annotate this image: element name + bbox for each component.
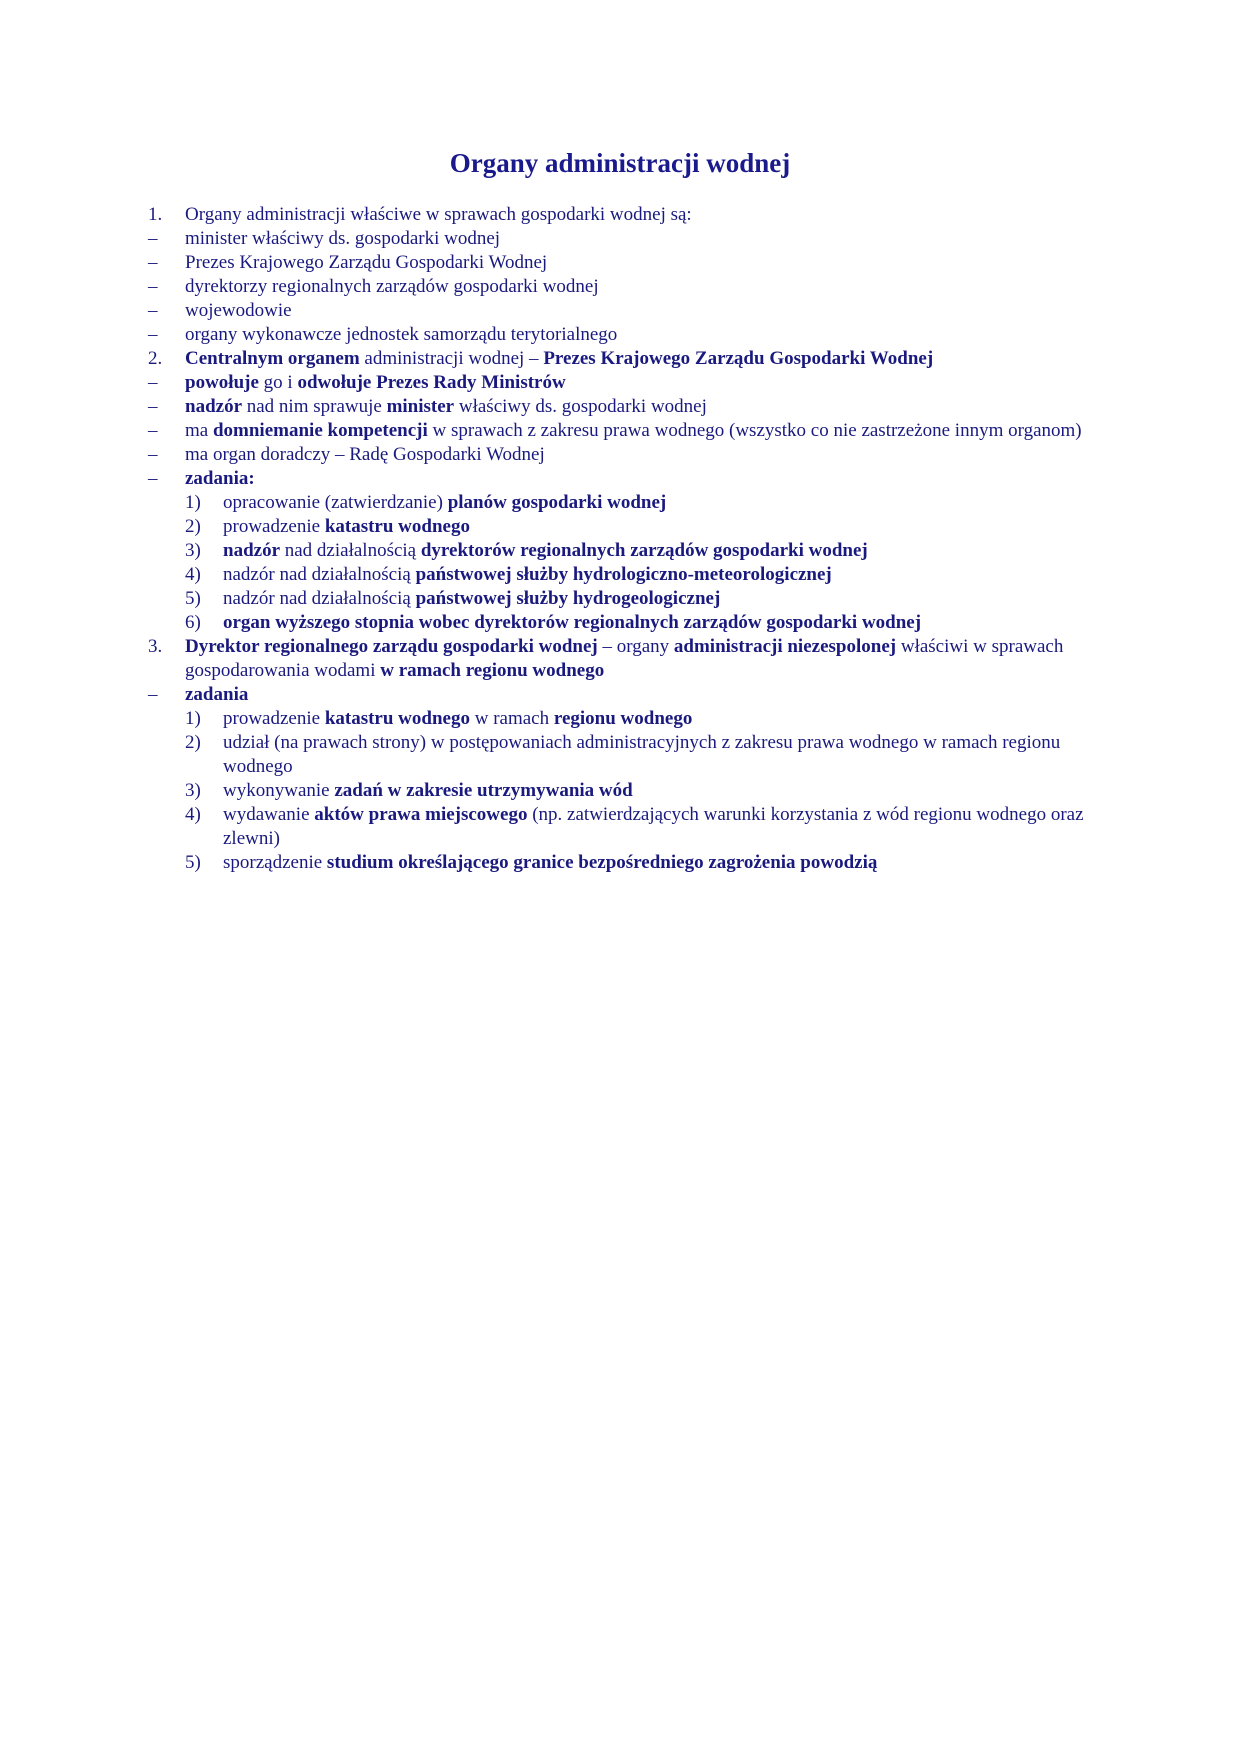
list-marker: 2) (185, 516, 201, 537)
sub-list-item (148, 515, 1093, 539)
list-marker: 6) (185, 612, 201, 633)
item-text: go i (258, 372, 298, 393)
list-marker: – (148, 444, 158, 465)
list-marker: – (148, 228, 158, 249)
bold-text: planów gospodarki wodnej (447, 492, 667, 513)
bold-text: nadzór (223, 540, 280, 561)
list-marker: 2. (148, 348, 163, 369)
bold-text: zadań w zakresie utrzymywania wód (334, 780, 633, 801)
bold-text: państwowej służby hydrogeologicznej (415, 588, 721, 609)
list-marker: 2) (185, 732, 201, 753)
item-text: w ramach (469, 708, 554, 729)
item-text: ma (185, 420, 213, 441)
item-text: nadzór nad działalnością (223, 564, 416, 585)
bold-text: Prezes Krajowego Zarządu Gospodarki Wodnej (543, 348, 934, 369)
list-marker: 1) (185, 708, 201, 729)
bold-text: Centralnym organem (185, 348, 360, 369)
list-item (148, 683, 1093, 707)
bold-text: katastru wodnego (324, 516, 470, 537)
bold-text: regionu wodnego (553, 708, 693, 729)
item-text: minister właściwy ds. gospodarki wodnej (185, 228, 501, 249)
item-text: wojewodowie (185, 300, 292, 321)
list-marker: 4) (185, 564, 201, 585)
bold-text: dyrektorów regionalnych zarządów gospodarki wodnej (420, 540, 868, 561)
list-item (148, 203, 1093, 227)
list-item (148, 395, 1093, 419)
bold-text: organ wyższego stopnia wobec dyrektorów regionalnych zarządów gospodarki wodnej (223, 612, 922, 633)
list-marker: – (148, 252, 158, 273)
list-item (148, 275, 1093, 299)
item-text: udział (na prawach strony) w postępowaniach administracyjnych z zakresu prawa wodnego w ramach regionu wodnego (223, 732, 1061, 777)
sub-list-item (148, 611, 1093, 635)
item-text: nad nim sprawuje (242, 396, 387, 417)
item-text: – organy (597, 636, 674, 657)
item-text: prowadzenie (223, 516, 325, 537)
list-marker: 3) (185, 780, 201, 801)
item-text: sporządzenie (223, 852, 327, 873)
document-list (148, 203, 1093, 875)
bold-text: nadzór (185, 396, 242, 417)
item-text: (np. zatwierdzających warunki korzystania z wód regionu wodnego oraz zlewni) (223, 804, 1084, 849)
list-item (148, 419, 1093, 443)
item-text: prowadzenie (223, 708, 325, 729)
list-marker: – (148, 468, 158, 489)
list-marker: 5) (185, 852, 201, 873)
list-marker: 1) (185, 492, 201, 513)
bold-text: w ramach regionu wodnego (380, 660, 605, 681)
list-marker: – (148, 396, 158, 417)
item-text: administracji wodnej – (359, 348, 544, 369)
list-marker: – (148, 324, 158, 345)
list-marker: – (148, 420, 158, 441)
list-item (148, 443, 1093, 467)
sub-list-item (148, 539, 1093, 563)
bold-text: katastru wodnego (324, 708, 470, 729)
item-text: opracowanie (zatwierdzanie) (223, 492, 448, 513)
bold-text: domniemanie kompetencji (212, 420, 428, 441)
list-marker: 5) (185, 588, 201, 609)
list-item (148, 347, 1093, 371)
item-text: dyrektorzy regionalnych zarządów gospodarki wodnej (185, 276, 599, 297)
sub-list-item (148, 491, 1093, 515)
sub-list-item (148, 707, 1093, 731)
item-text: w sprawach z zakresu prawa wodnego (wszystko co nie zastrzeżone innym organom) (427, 420, 1082, 441)
item-text: Organy administracji właściwe w sprawach gospodarki wodnej są: (185, 204, 692, 225)
sub-list-item (148, 779, 1093, 803)
item-text: organy wykonawcze jednostek samorządu terytorialnego (185, 324, 618, 345)
list-marker: 3) (185, 540, 201, 561)
list-item (148, 227, 1093, 251)
list-marker: 1. (148, 204, 163, 225)
list-item (148, 371, 1093, 395)
item-text: ma organ doradczy – Radę Gospodarki Wodnej (185, 444, 545, 465)
list-marker: 4) (185, 804, 201, 825)
list-item (148, 251, 1093, 275)
item-text: nadzór nad działalnością (223, 588, 416, 609)
bold-text: powołuje (185, 372, 259, 393)
bold-text: minister (386, 396, 455, 417)
item-text: Prezes Krajowego Zarządu Gospodarki Wodnej (185, 252, 548, 273)
list-item (148, 323, 1093, 347)
list-item (148, 467, 1093, 491)
bold-text: aktów prawa miejscowego (314, 804, 528, 825)
list-marker: 3. (148, 636, 163, 657)
bold-text: zadania: (185, 468, 255, 489)
sub-list-item (148, 731, 1093, 779)
sub-list-item (148, 851, 1093, 875)
bold-text: państwowej służby hydrologiczno-meteorologicznej (415, 564, 832, 585)
bold-text: administracji niezespolonej (673, 636, 897, 657)
item-text: wydawanie (223, 804, 315, 825)
item-text: właściwi w sprawach gospodarowania wodami (185, 636, 1064, 681)
list-item (148, 299, 1093, 323)
bold-text: odwołuje Prezes Rady Ministrów (297, 372, 566, 393)
list-marker: – (148, 276, 158, 297)
item-text: nad działalnością (280, 540, 421, 561)
list-marker: – (148, 684, 158, 705)
list-item (148, 635, 1093, 683)
item-text: właściwy ds. gospodarki wodnej (454, 396, 707, 417)
document-title: Organy administracji wodnej (449, 148, 791, 178)
bold-text: zadania (185, 684, 249, 705)
list-marker: – (148, 300, 158, 321)
item-text: wykonywanie (223, 780, 335, 801)
bold-text: Dyrektor regionalnego zarządu gospodarki wodnej (185, 636, 598, 657)
sub-list-item (148, 803, 1093, 851)
sub-list-item (148, 587, 1093, 611)
sub-list-item (148, 563, 1093, 587)
bold-text: studium określającego granice bezpośredniego zagrożenia powodzią (326, 852, 878, 873)
list-marker: – (148, 372, 158, 393)
